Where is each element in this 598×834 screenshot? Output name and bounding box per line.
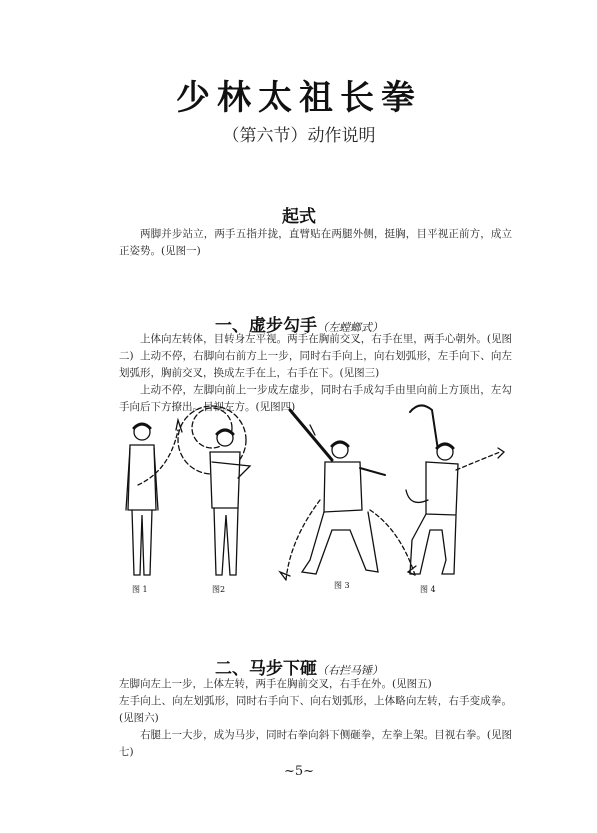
page-title: 少林太祖长拳 <box>176 78 422 118</box>
figure-caption-3: 图 3 <box>334 581 350 590</box>
section-heading-2-alias: （右拦马锤） <box>317 664 383 677</box>
paragraph-2-1: 左脚向左上一步，上体左转，两手在胸前交叉，右手在外。(见图五) <box>119 678 432 690</box>
paragraph-1-3: 上动不停，左脚向前上一步成左虚步，同时右手成勾手由里向前上方顶出，左勾手向后下方撩出。目视左方。(见图四) <box>119 384 512 413</box>
section-heading-1-alias: （左螳螂式） <box>317 321 383 334</box>
section-heading-opening <box>0 202 598 227</box>
figure-3-drawing <box>280 410 416 580</box>
paragraph-1-1: 上体向左转体，目转身左平视。两手在胸前交叉，右手在里，两手心朝外。(见图二) <box>119 333 512 362</box>
paragraph-2-2: 左手向上、向左划弧形，同时右手向下、向右划弧形，上体略向左转，右手变成拳。(见图六) <box>119 695 512 724</box>
figure-caption-1: 图 1 <box>132 585 148 594</box>
paragraph-1-2: 上动不停，右脚向右前方上一步，同时右手向上，向右划弧形，左手向下、向左划弧形，胸前交叉，换成左手在上，右手在下。(见图三) <box>119 350 512 379</box>
martial-arts-figures-illustration <box>110 390 510 600</box>
paragraph-opening: 两脚并步站立，两手五指并拢，直臂贴在两腿外侧，挺胸，目平视正前方，成立正姿势。(见图一) <box>119 228 512 257</box>
page-subtitle: （第六节）动作说明 <box>222 126 376 146</box>
figure-strip <box>110 390 510 600</box>
figure-1-drawing <box>126 420 182 575</box>
figure-2-drawing <box>178 406 250 575</box>
paragraph-2-3: 右腿上一大步，成为马步，同时右拳向斜下侧砸拳，左拳上架。目视右拳。(见图七) <box>119 729 512 758</box>
figure-caption-4: 图 4 <box>420 585 436 594</box>
page-number: ~5~ <box>283 764 315 779</box>
section-heading-opening-text: 起式 <box>282 207 316 227</box>
figure-4-drawing <box>406 405 504 574</box>
figure-caption-2: 图2 <box>212 585 226 594</box>
section-heading-1-text: 一、虚步勾手 <box>215 316 317 336</box>
section-heading-2-text: 二、马步下砸 <box>215 659 317 679</box>
